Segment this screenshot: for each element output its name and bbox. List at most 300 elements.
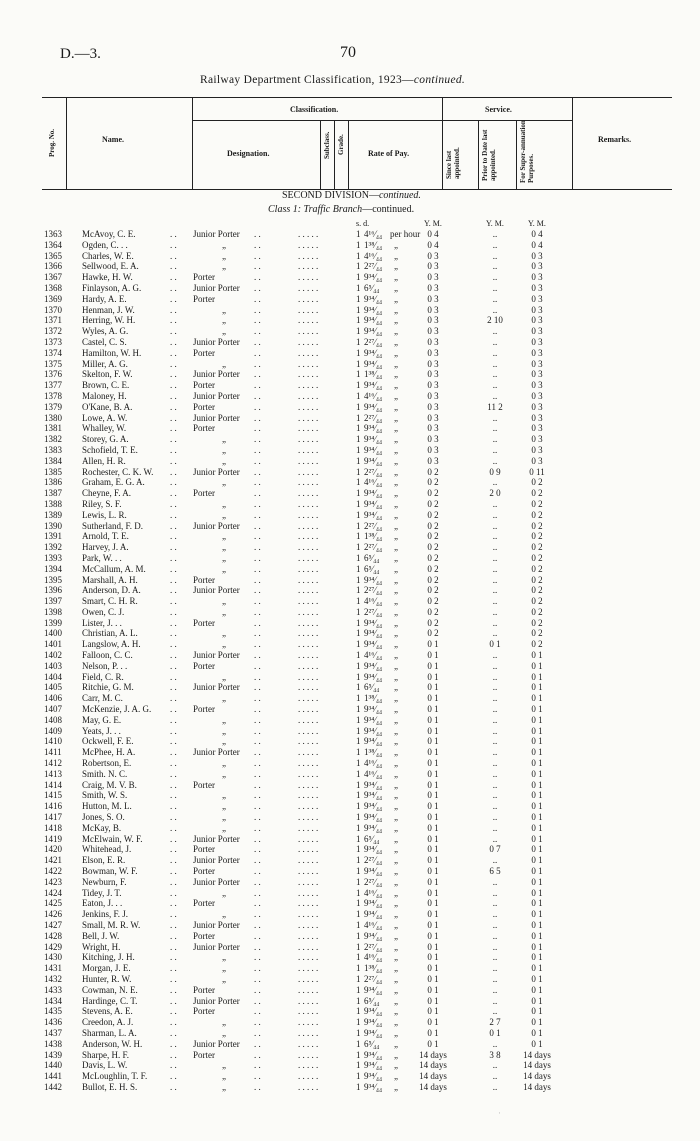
employee-name: Wright, H. [82,941,121,952]
table-row [0,1071,700,1082]
service-superannuation: 0 2 [531,639,543,650]
service-superannuation: 0 3 [531,282,543,293]
service-superannuation: 0 1 [531,898,543,909]
service-superannuation: 0 3 [531,261,543,272]
grade: 1 [356,660,361,671]
table-row [0,337,700,348]
employee-name: Sutherland, F. D. [82,520,144,531]
leader-dots: . . . . . [298,671,319,682]
table-row [0,391,700,402]
prog-no: 1363 [44,229,62,239]
table-row [0,305,700,316]
grade: 1 [356,887,361,898]
designation: Porter [193,984,215,995]
leader-dots: . . [254,628,261,639]
rate-of-pay: 9³⁴⁄₄₄ [364,574,383,585]
prog-no: 1371 [44,315,62,326]
rate-of-pay: 9³⁴⁄₄₄ [364,380,383,391]
prog-no: 1412 [44,758,62,769]
service-since-last: 0 2 [427,574,439,585]
service-since-last: 0 2 [427,552,439,563]
employee-name: Brown, C. E. [82,380,130,391]
rate-of-pay: 2²⁷⁄₄₄ [364,876,383,887]
employee-name: Henman, J. W. [82,304,135,315]
employee-name: Anderson, W. H. [82,1038,143,1049]
prog-no: 1403 [44,660,62,671]
leader-dots: . . . . . [298,1060,319,1071]
employee-name: McLoughlin, T. F. [82,1071,148,1082]
grade: 1 [356,304,361,315]
leader-dots: . . [254,477,261,488]
leader-dots: . . [170,876,177,887]
prog-no: 1368 [44,282,62,293]
grade: 1 [356,552,361,563]
leader-dots: . . [254,693,261,704]
prog-no: 1365 [44,250,62,261]
service-superannuation: 0 1 [531,909,543,920]
prog-no: 1424 [44,887,62,898]
grade: 1 [356,401,361,412]
designation: „ [222,952,226,963]
service-prior: .. [492,920,498,930]
leader-dots: . . [170,315,177,326]
leader-dots: . . . . . [298,822,319,833]
table-row [0,380,700,391]
service-superannuation: 0 1 [531,833,543,844]
designation: „ [222,358,226,369]
rate-of-pay: 4¹⁶⁄₄₄ [364,650,383,661]
leader-dots: . . [254,909,261,920]
prog-no: 1407 [44,704,62,715]
grade: 1 [356,358,361,369]
designation: „ [222,1081,226,1092]
employee-name: Falloon, C. C. [82,650,133,661]
service-since-last: 0 3 [427,282,439,293]
leader-dots: . . [254,1027,261,1038]
pay-period: „ [394,542,398,553]
margin-mark: · [498,1108,501,1118]
rate-of-pay: 9³⁴⁄₄₄ [364,844,383,855]
rate-of-pay: 9³⁴⁄₄₄ [364,930,383,941]
leader-dots: . . . . . [298,434,319,445]
table-row [0,251,700,262]
employee-name: Arnold, T. E. [82,531,129,542]
header-divider [348,120,349,189]
rate-of-pay: 2²⁷⁄₄₄ [364,606,383,617]
leader-dots: . . . . . [298,833,319,844]
leader-dots: . . . . . [298,995,319,1006]
leader-dots: . . . . . [298,736,319,747]
pay-period: „ [394,866,398,877]
pay-period: „ [394,552,398,563]
rate-of-pay: 9³⁴⁄₄₄ [364,1071,383,1082]
designation: Junior Porter [193,941,240,952]
designation: Junior Porter [193,336,240,347]
service-superannuation: 0 1 [531,866,543,877]
rate-of-pay: 6⁵⁄₄₄ [364,833,380,844]
service-since-last: 0 2 [427,596,439,607]
rate-of-pay: 6⁵⁄₄₄ [364,282,380,293]
leader-dots: . . [170,801,177,812]
pay-period: „ [394,660,398,671]
designation: Porter [193,898,215,909]
table-row [0,963,700,974]
pay-period: „ [394,779,398,790]
rate-of-pay: 2²⁷⁄₄₄ [364,336,383,347]
section-subtitle [268,204,414,215]
leader-dots: . . [170,498,177,509]
leader-dots: . . [170,552,177,563]
table-row [0,844,700,855]
leader-dots: . . . . . [298,531,319,542]
leader-dots: . . [170,941,177,952]
service-superannuation: 0 11 [529,466,545,477]
leader-dots: . . [170,995,177,1006]
prog-no: 1423 [44,876,62,887]
service-prior: .. [492,747,498,758]
grade: 1 [356,844,361,855]
leader-dots: . . [170,844,177,855]
prog-no: 1429 [44,941,62,952]
leader-dots: . . . . . [298,347,319,358]
service-since-last: 14 days [419,1081,447,1092]
designation: Porter [193,423,215,434]
leader-dots: . . [170,444,177,455]
leader-dots: . . [170,920,177,930]
employee-name: Sharman, L. A. [82,1027,137,1038]
rate-of-pay: 9³⁴⁄₄₄ [364,660,383,671]
pay-period: „ [394,596,398,607]
service-superannuation: 0 1 [531,876,543,887]
service-since-last: 0 2 [427,477,439,488]
rate-of-pay: 9³⁴⁄₄₄ [364,725,383,736]
rate-of-pay: 6⁵⁄₄₄ [364,552,380,563]
leader-dots: . . [170,347,177,358]
designation: Porter [193,844,215,855]
table-row [0,240,700,251]
grade: 1 [356,563,361,574]
service-prior: .. [492,736,498,747]
table-row [0,790,700,801]
prog-no: 1418 [44,822,62,833]
service-prior: .. [492,542,498,553]
designation: Porter [193,272,215,283]
leader-dots: . . [254,272,261,283]
service-superannuation: 0 1 [531,887,543,898]
employee-name: Schofield, T. E. [82,444,138,455]
leader-dots: . . . . . [298,1081,319,1092]
employee-name: Harvey, J. A. [82,542,129,553]
leader-dots: . . [254,898,261,909]
service-superannuation: 0 1 [531,801,543,812]
prog-no: 1391 [44,531,62,542]
rate-of-pay: 2²⁷⁄₄₄ [364,973,383,984]
table-row [0,866,700,877]
leader-dots: . . . . . [298,725,319,736]
rate-of-pay: 2²⁷⁄₄₄ [364,585,383,596]
grade: 1 [356,650,361,661]
leader-dots: . . [254,1017,261,1028]
employee-name: McElwain, W. F. [82,833,143,844]
prog-no: 1386 [44,477,62,488]
leader-dots: . . [254,984,261,995]
leader-dots: . . [254,466,261,477]
leader-dots: . . [170,390,177,401]
service-since-last: 0 3 [427,293,439,304]
employee-name: Hardy, A. E. [82,293,127,304]
pay-period: „ [394,509,398,520]
employee-name: Castel, C. S. [82,336,127,347]
prog-no: 1430 [44,952,62,963]
designation: „ [222,304,226,315]
service-prior: .. [492,455,498,466]
header-divider [442,97,443,189]
service-since-last: 0 3 [427,369,439,380]
service-prior: 3 8 [489,1049,501,1060]
rate-of-pay: 4¹⁶⁄₄₄ [364,768,383,779]
prog-no: 1408 [44,714,62,725]
leader-dots: . . [254,229,261,239]
employee-name: McCallum, A. M. [82,563,146,574]
grade: 1 [356,250,361,261]
employee-name: Whitehead, J. [82,844,132,855]
leader-dots: . . [254,326,261,337]
leader-dots: . . [170,963,177,974]
prog-no: 1422 [44,866,62,877]
pay-period: „ [394,844,398,855]
leader-dots: . . [170,401,177,412]
employee-name: Hardinge, C. T. [82,995,138,1006]
employee-name: Finlayson, A. G. [82,282,142,293]
prog-no: 1395 [44,574,62,585]
service-since-last: 0 1 [427,801,439,812]
leader-dots: . . [254,650,261,661]
leader-dots: . . . . . [298,758,319,769]
employee-name: Smith. N. C. [82,768,128,779]
grade: 1 [356,812,361,823]
leader-dots: . . [254,444,261,455]
leader-dots: . . [254,509,261,520]
service-prior: .. [492,293,498,304]
employee-name: Davis, L. W. [82,1060,128,1071]
designation: Porter [193,347,215,358]
pay-period: „ [394,876,398,887]
grade: 1 [356,531,361,542]
header-subclass: Subclass. [323,131,331,159]
table-row [0,682,700,693]
pay-period: „ [394,995,398,1006]
service-since-last: 0 3 [427,444,439,455]
grade: 1 [356,833,361,844]
leader-dots: . . [170,358,177,369]
table-row [0,402,700,413]
service-superannuation: 0 3 [531,304,543,315]
leader-dots: . . . . . [298,239,319,250]
leader-dots: . . . . . [298,358,319,369]
rate-of-pay: 9³⁴⁄₄₄ [364,444,383,455]
leader-dots: . . [254,714,261,725]
grade: 1 [356,574,361,585]
grade: 1 [356,1060,361,1071]
leader-dots: . . [254,930,261,941]
service-prior: .. [492,617,498,628]
leader-dots: . . [254,963,261,974]
service-prior: .. [492,1060,498,1071]
pay-period: „ [394,768,398,779]
leader-dots: . . [170,1006,177,1017]
leader-dots: . . [254,542,261,553]
employee-name: Hamilton, W. H. [82,347,142,358]
leader-dots: . . [254,887,261,898]
leader-dots: . . . . . [298,855,319,866]
header-service: Service. [485,105,512,114]
unit-since: Y. M. [424,219,442,228]
leader-dots: . . [170,574,177,585]
leader-dots: . . [254,822,261,833]
designation: Junior Porter [193,876,240,887]
service-since-last: 0 2 [427,466,439,477]
service-superannuation: 0 4 [531,229,543,239]
designation: „ [222,628,226,639]
service-prior: .. [492,1038,498,1049]
leader-dots: . . [254,455,261,466]
leader-dots: . . . . . [298,542,319,553]
service-superannuation: 0 1 [531,660,543,671]
service-since-last: 0 1 [427,909,439,920]
designation: „ [222,326,226,337]
grade: 1 [356,941,361,952]
leader-dots: . . . . . [298,390,319,401]
leader-dots: . . [254,498,261,509]
service-prior: 2 10 [487,315,503,326]
leader-dots: . . [254,682,261,693]
pay-period: „ [394,412,398,423]
leader-dots: . . [170,488,177,499]
table-row [0,315,700,326]
service-superannuation: 0 1 [531,855,543,866]
leader-dots: . . [254,704,261,715]
header-rule-mid [192,120,572,121]
pay-period: „ [394,758,398,769]
service-since-last: 0 1 [427,1017,439,1028]
leader-dots: . . . . . [298,898,319,909]
designation: „ [222,822,226,833]
leader-dots: . . . . . [298,801,319,812]
pay-period: „ [394,930,398,941]
pay-period: „ [394,617,398,628]
grade: 1 [356,347,361,358]
service-superannuation: 0 2 [531,542,543,553]
employee-name: Kitching, J. H. [82,952,135,963]
leader-dots: . . [170,509,177,520]
table-row [0,542,700,553]
rate-of-pay: 4¹⁶⁄₄₄ [364,229,383,239]
leader-dots: . . . . . [298,1038,319,1049]
employee-name: Lewis, L. R. [82,509,127,520]
leader-dots: . . [170,747,177,758]
header-remarks: Remarks. [598,135,632,144]
service-prior: .. [492,714,498,725]
header-prior-to-date: Prior to Date last appointed. [481,129,497,181]
grade: 1 [356,930,361,941]
leader-dots: . . . . . [298,790,319,801]
employee-name: Newburn, F. [82,876,127,887]
pay-period: „ [394,714,398,725]
leader-dots: . . [170,563,177,574]
rate-of-pay: 6⁵⁄₄₄ [364,1038,380,1049]
service-since-last: 0 1 [427,822,439,833]
service-since-last: 0 1 [427,736,439,747]
prog-no: 1440 [44,1060,62,1071]
leader-dots: . . [170,1071,177,1082]
table-row [0,326,700,337]
service-since-last: 0 1 [427,725,439,736]
rate-of-pay: 6⁵⁄₄₄ [364,682,380,693]
leader-dots: . . . . . [298,909,319,920]
grade: 1 [356,736,361,747]
leader-dots: . . . . . [298,455,319,466]
leader-dots: . . [254,1071,261,1082]
prog-no: 1366 [44,261,62,272]
leader-dots: . . [254,736,261,747]
table-row [0,823,700,834]
service-superannuation: 0 3 [531,326,543,337]
employee-name: Herring, W. H. [82,315,136,326]
service-superannuation: 0 1 [531,963,543,974]
table-row [0,434,700,445]
prog-no: 1415 [44,790,62,801]
leader-dots: . . . . . [298,380,319,391]
rate-of-pay: 6⁵⁄₄₄ [364,995,380,1006]
service-since-last: 0 3 [427,261,439,272]
header-classification: Classification. [290,105,339,114]
service-prior: .. [492,585,498,596]
pay-period: „ [394,250,398,261]
leader-dots: . . [254,261,261,272]
header-designation: Designation. [227,149,270,158]
header-grade: Grade. [337,134,345,155]
prog-no: 1436 [44,1017,62,1028]
prog-no: 1390 [44,520,62,531]
grade: 1 [356,671,361,682]
employee-name: Sellwood, E. A. [82,261,139,272]
table-row [0,1039,700,1050]
prog-no: 1376 [44,369,62,380]
rate-of-pay: 1³⁸⁄₄₄ [364,369,383,380]
designation: Junior Porter [193,466,240,477]
prog-no: 1442 [44,1081,62,1092]
rate-of-pay: 9³⁴⁄₄₄ [364,736,383,747]
leader-dots: . . [170,812,177,823]
pay-period: „ [394,682,398,693]
grade: 1 [356,229,361,239]
rate-of-pay: 1³⁸⁄₄₄ [364,239,383,250]
table-row [0,996,700,1007]
pay-period: „ [394,477,398,488]
prog-no: 1438 [44,1038,62,1049]
prog-no: 1441 [44,1071,62,1082]
leader-dots: . . . . . [298,650,319,661]
rate-of-pay: 2²⁷⁄₄₄ [364,261,383,272]
service-prior: 2 0 [489,488,501,499]
service-prior: .. [492,423,498,434]
designation: Junior Porter [193,833,240,844]
designation: Junior Porter [193,369,240,380]
leader-dots: . . [170,585,177,596]
service-superannuation: 0 1 [531,984,543,995]
pay-period: „ [394,855,398,866]
employee-name: Allen, H. R. [82,455,126,466]
